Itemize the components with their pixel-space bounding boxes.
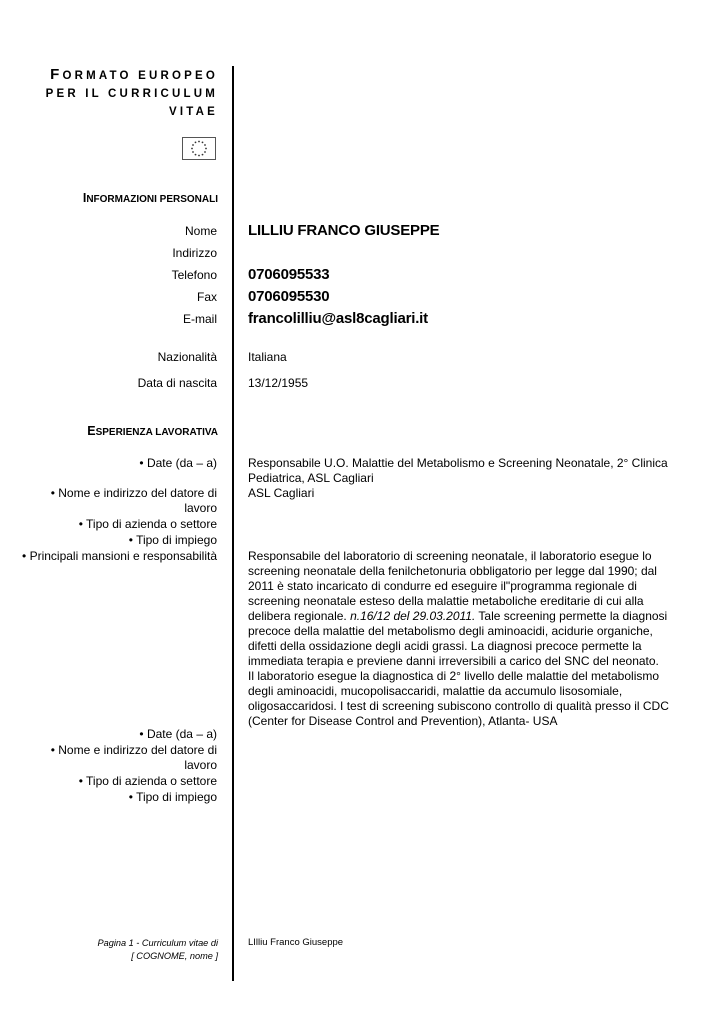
duties-paragraph-2: Il laboratorio esegue la diagnostica di 2° livello delle malattie del metabolismo degli aminoacidi, mucopolisaccaridi, malattie da accumulo lisosomiale, oligosaccaridosi. I test di screening subiscono controllo di qualità presso il CDC (Center for Disease Control and Prevention), Atlanta- USA [248,669,669,728]
label-date-2: • Date (da – a) [139,727,217,741]
footer-line2: [ COGNOME, nome ] [131,950,218,961]
section-personal-info: INFORMAZIONI PERSONALI [82,191,218,205]
footer-page-info [58,937,218,962]
label-job-type-2: • Tipo di impiego [128,790,217,804]
label-duties-1: • Principali mansioni e responsabilità [22,549,217,563]
cv-title-line3: VITAE [168,106,218,118]
label-fax: Fax [196,290,217,304]
value-duties-1 [248,549,680,729]
label-employer-1: • Nome e indirizzo del datore di lavoro [50,486,217,515]
vertical-divider [232,66,234,981]
label-sector-1: • Tipo di azienda o settore [78,517,217,531]
label-nazionalita: Nazionalità [157,350,217,364]
label-job-type-1: • Tipo di impiego [128,533,217,547]
section-work-experience: ESPERIENZA LAVORATIVA [87,424,218,438]
value-nome: LILLIU FRANCO GIUSEPPE [248,222,440,239]
label-data-nascita: Data di nascita [137,376,217,390]
label-sector-2: • Tipo di azienda o settore [78,774,217,788]
value-nazionalita: Italiana [248,350,287,364]
value-data-nascita: 13/12/1955 [248,376,309,390]
cv-title-line2: PER IL CURRICULUM [45,88,218,100]
value-employer-1: ASL Cagliari [248,486,315,500]
label-indirizzo: Indirizzo [172,246,217,260]
value-fax: 0706095530 [248,288,330,305]
footer-author: LIlliu Franco Giuseppe [248,937,344,948]
label-employer-2: • Nome e indirizzo del datore di lavoro [50,743,217,772]
value-date-1: Responsabile U.O. Malattie del Metabolismo e Screening Neonatale, 2° Clinica Pediatrica, ASL Cagliari [248,456,668,485]
value-telefono: 0706095533 [248,266,330,283]
eu-flag-icon [182,137,216,160]
label-telefono: Telefono [171,268,217,282]
value-email: francolilliu@asl8cagliari.it [248,310,428,327]
label-date-1: • Date (da – a) [139,456,217,470]
footer-line1: Pagina 1 - Curriculum vitae di [97,938,218,948]
duties-paragraph-1: Responsabile del laboratorio di screening neonatale, il laboratorio esegue lo screening neonatale della fenilchetonuria obbligatorio per legge dal 1990; dal 2011 è stato incaricato di condurre ed eseguire il"programma regionale di screening neonatale esteso della malattie metaboliche ereditarie di cui alla delibera regionale. n.16/12 del 29.03.2011. Tale screening permette la diagnosi precoce della malattie del metabolismo degli aminoacidi, acidurie organiche, difetti della ossidazione degli acidi grassi. La diagnosi precoce permette la immediata terapia e previene danni irreversibili a carico del SNC del neonato. [248,549,668,668]
label-nome: Nome [184,224,217,238]
label-email: E-mail [182,312,217,326]
cv-title-line1: FORMATO EUROPEO [50,66,218,83]
